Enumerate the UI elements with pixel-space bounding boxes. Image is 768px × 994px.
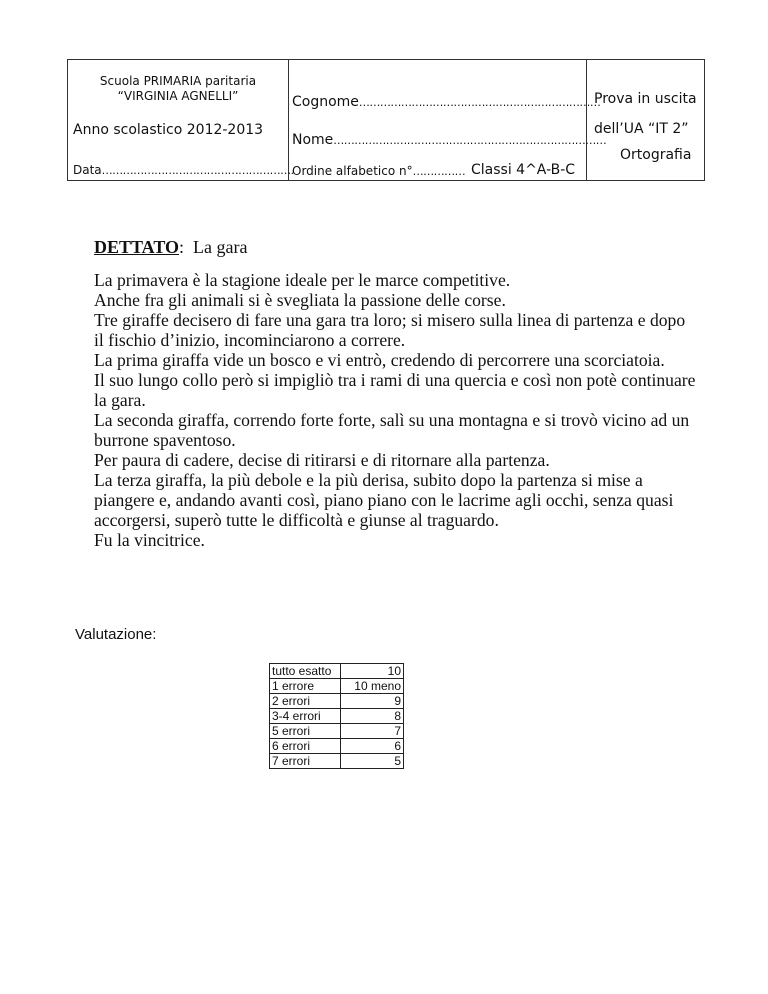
surname-label: Cognome (292, 94, 359, 110)
order-label: Ordine alfabetico n° (292, 164, 413, 178)
test-subject: Ortografia (620, 147, 692, 163)
header-divider (288, 60, 289, 180)
order-dots: …………… (412, 165, 466, 178)
errors-cell: 7 errori (270, 754, 341, 769)
header-divider (586, 60, 587, 180)
classes: Classi 4^A-B-C (471, 162, 576, 178)
grade-cell: 7 (341, 724, 404, 739)
table-row (270, 694, 404, 709)
school-year: Anno scolastico 2012-2013 (73, 122, 264, 138)
name-dots: …………………………………………………………………… (333, 134, 607, 147)
dictation-line: Fu la vincitrice. (94, 530, 205, 550)
dictation-line: il fischio d’inizio, incominciarono a correre. (94, 330, 406, 350)
dictation-title: La gara (193, 237, 248, 257)
school-name-line2: “VIRGINIA AGNELLI” (117, 89, 239, 103)
name-field (292, 132, 606, 148)
dictation-line: La terza giraffa, la più debole e la più derisa, subito dopo la partenza si mise a (94, 470, 643, 490)
dictation-line: la gara. (94, 390, 146, 410)
errors-cell: 1 errore (270, 679, 341, 694)
table-row (270, 754, 404, 769)
table-row (270, 724, 404, 739)
test-title: Prova in uscita (594, 91, 697, 107)
surname-field (292, 94, 600, 110)
dictation-line: Tre giraffe decisero di fare una gara tra loro; si misero sulla linea di partenza e dopo (94, 310, 686, 330)
errors-cell: tutto esatto (270, 664, 341, 679)
date-dots: ………………………………………………. (101, 164, 294, 177)
order-field (292, 164, 465, 178)
table-row (270, 739, 404, 754)
dictation-line: piangere e, andando avanti così, piano piano con le lacrime agli occhi, senza quasi (94, 490, 674, 510)
dictation-heading: DETTATO: La gara (94, 237, 248, 257)
date-label: Data (73, 163, 102, 177)
evaluation-label: Valutazione: (75, 626, 157, 643)
dictation-section (94, 237, 696, 550)
dictation-label: DETTATO (94, 237, 180, 257)
dictation-line: La seconda giraffa, correndo forte forte, salì su una montagna e si trovò vicino ad un (94, 410, 690, 430)
dictation-line: Anche fra gli animali si è svegliata la passione delle corse. (94, 290, 506, 310)
errors-cell: 3-4 errori (270, 709, 341, 724)
dictation-line: Per paura di cadere, decise di ritirarsi e di ritornare alla partenza. (94, 450, 550, 470)
grade-cell: 5 (341, 754, 404, 769)
dictation-line: accorgersi, superò tutte le difficoltà e giunse al traguardo. (94, 510, 499, 530)
table-row (270, 709, 404, 724)
grade-cell: 9 (341, 694, 404, 709)
grade-cell: 8 (341, 709, 404, 724)
school-name-line1: Scuola PRIMARIA paritaria (99, 74, 257, 88)
dictation-line: Il suo lungo collo però si impigliò tra i rami di una quercia e così non potè continuare (94, 370, 696, 390)
grades-table (269, 663, 404, 769)
errors-cell: 2 errori (270, 694, 341, 709)
header-box (67, 59, 705, 181)
grade-cell: 10 meno (341, 679, 404, 694)
dictation-line: La prima giraffa vide un bosco e vi entrò, credendo di percorrere una scorciatoia. (94, 350, 665, 370)
test-unit: dell’UA “IT 2” (594, 121, 689, 137)
errors-cell: 6 errori (270, 739, 341, 754)
name-label: Nome (292, 132, 334, 148)
date-field (73, 163, 294, 177)
dictation-line: La primavera è la stagione ideale per le marce competitive. (94, 270, 511, 290)
surname-dots: …………………………………………………………… (358, 96, 601, 109)
grade-cell: 6 (341, 739, 404, 754)
errors-cell: 5 errori (270, 724, 341, 739)
grade-cell: 10 (341, 664, 404, 679)
dictation-text (94, 270, 696, 550)
table-row (270, 664, 404, 679)
table-row (270, 679, 404, 694)
dictation-line: burrone spaventoso. (94, 430, 236, 450)
